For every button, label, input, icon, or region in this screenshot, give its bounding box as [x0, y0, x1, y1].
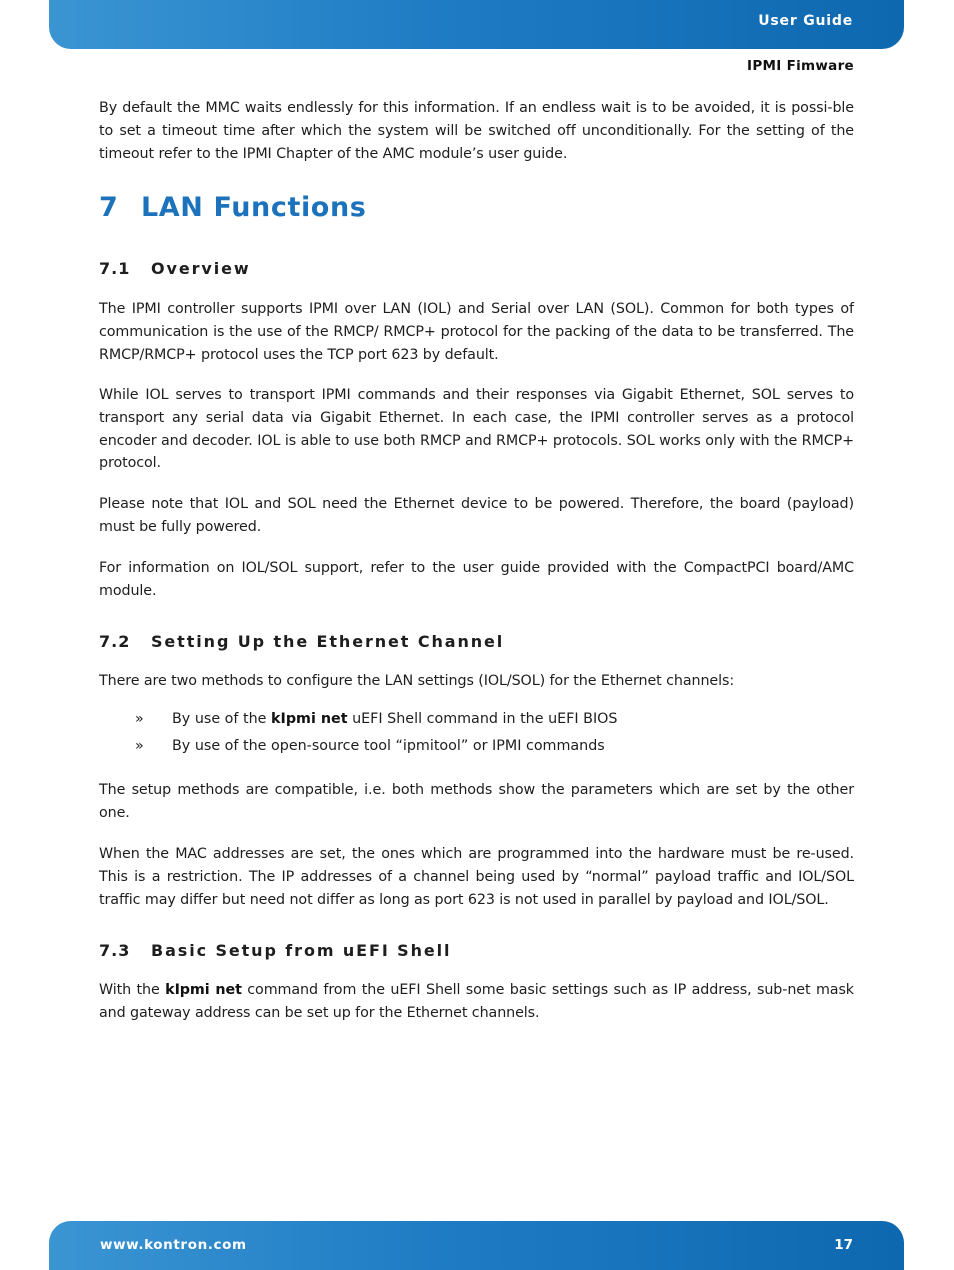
paragraph: For information on IOL/SOL support, refer to the user guide provided with the CompactPCI board/AMC module. [99, 560, 854, 599]
document-type: User Guide [758, 13, 853, 29]
header-bar [49, 0, 904, 49]
section-title: Setting Up the Ethernet Channel [151, 632, 505, 651]
command-name: kIpmi net [165, 982, 242, 998]
chapter-number: 7 [99, 192, 119, 223]
paragraph: While IOL serves to transport IPMI commands and their responses via Gigabit Ethernet, SOL serves to transport any serial data via Gigabit Ethernet. In each case, the IPMI controller serves as a protocol encoder and decoder. IOL is able to use both RMCP and RMCP+ protocols. SOL works only with the RMCP+ protocol. [99, 387, 854, 472]
section-title: Overview [151, 259, 251, 278]
intro-paragraph: By default the MMC waits endlessly for this information. If an endless wait is to be avoided, it is possi-ble to set a timeout time after which the system will be switched off unconditionally. For the setting of the timeout refer to the IPMI Chapter of the AMC module’s user guide. [99, 100, 854, 162]
bullet-mark: » [135, 711, 144, 727]
page-number: 17 [834, 1237, 853, 1253]
paragraph: With the kIpmi net command from the uEFI Shell some basic settings such as IP address, sub-net mask and gateway address can be set up for the Ethernet channels. [99, 982, 854, 1021]
list-item: » By use of the kIpmi net uEFI Shell command in the uEFI BIOS [135, 711, 618, 727]
website-link[interactable]: www.kontron.com [100, 1237, 247, 1253]
chapter-heading [99, 192, 366, 223]
section-number: 7.3 [99, 941, 131, 960]
section-heading-7-1 [99, 259, 251, 278]
footer-bar [49, 1221, 904, 1270]
paragraph: When the MAC addresses are set, the ones which are programmed into the hardware must be re-used. This is a restriction. The IP addresses of a channel being used by “normal” payload traffic and IOL/SOL traffic may differ but need not differ as long as port 623 is not used in parallel by payload and IOL/SOL. [99, 846, 854, 908]
section-number: 7.1 [99, 259, 131, 278]
paragraph: The setup methods are compatible, i.e. both methods show the parameters which are set by the other one. [99, 782, 854, 821]
command-name: kIpmi net [271, 711, 348, 727]
section-title: Basic Setup from uEFI Shell [151, 941, 452, 960]
section-heading-7-2 [99, 632, 504, 651]
paragraph: There are two methods to configure the LAN settings (IOL/SOL) for the Ethernet channels: [99, 673, 735, 689]
section-number: 7.2 [99, 632, 131, 651]
section-heading-7-3 [99, 941, 451, 960]
chapter-title: LAN Functions [141, 192, 367, 223]
bullet-mark: » [135, 738, 144, 754]
paragraph: Please note that IOL and SOL need the Ethernet device to be powered. Therefore, the board (payload) must be fully powered. [99, 496, 854, 535]
list-item: » By use of the open-source tool “ipmitool” or IPMI commands [135, 738, 605, 754]
paragraph: The IPMI controller supports IPMI over LAN (IOL) and Serial over LAN (SOL). Common for both types of communication is the use of the RMCP/ RMCP+ protocol for the packing of the data to be transferred. The RMCP/RMCP+ protocol uses the TCP port 623 by default. [99, 301, 854, 363]
running-section-title: IPMI Fimware [747, 58, 854, 74]
